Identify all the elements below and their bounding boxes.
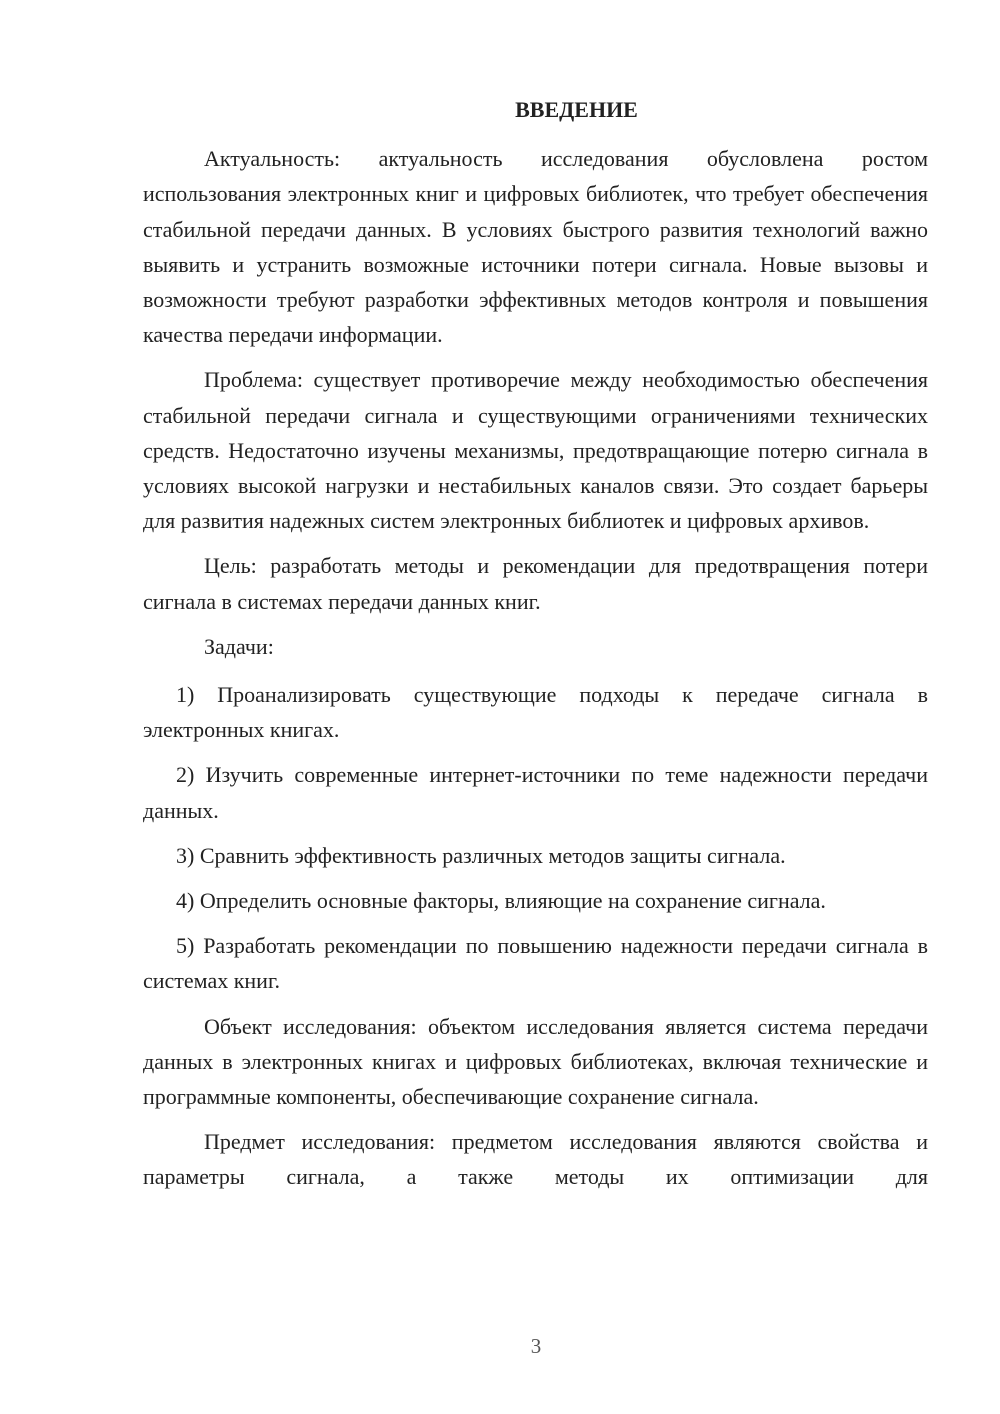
document-page bbox=[143, 92, 928, 1205]
goal-paragraph: Цель: разработать методы и рекомендации для предотвращения потери сигнала в системах передачи данных книг. bbox=[143, 553, 928, 614]
task-item: 5) Разработать рекомендации по повышению надежности передачи сигнала в системах книг. bbox=[143, 933, 928, 994]
tasks-label: Задачи: bbox=[204, 633, 274, 659]
object-paragraph: Объект исследования: объектом исследования является система передачи данных в электронных книгах и цифровых библиотеках, включая технические и программные компоненты, обеспечивающие сохранение сигнала. bbox=[143, 1013, 928, 1110]
section-heading: ВВЕДЕНИЕ bbox=[515, 97, 638, 122]
task-item: 1) Проанализировать существующие подходы к передаче сигнала в электронных книгах. bbox=[143, 682, 928, 743]
task-item: 4) Определить основные факторы, влияющие на сохранение сигнала. bbox=[176, 888, 826, 914]
page-number: 3 bbox=[530, 1334, 542, 1358]
relevance-paragraph: Актуальность: актуальность исследования обусловлена ростом использования электронных книг и цифровых библиотек, что требует обеспечения стабильной передачи данных. В условиях быстрого развития технологий важно выявить и устранить возможные источники потери сигнала. Новые вызовы и возможности требуют разработки эффективных методов контроля и повышения качества передачи информации. bbox=[143, 146, 928, 348]
problem-paragraph: Проблема: существует противоречие между необходимостью обеспечения стабильной передачи сигнала и существующими ограничениями технических средств. Недостаточно изучены механизмы, предотвращающие потерю сигнала в условиях высокой нагрузки и нестабильных каналов связи. Это создает барьеры для развития надежных систем электронных библиотек и цифровых архивов. bbox=[143, 367, 928, 534]
task-item: 3) Сравнить эффективность различных методов защиты сигнала. bbox=[176, 842, 786, 868]
task-item: 2) Изучить современные интернет-источники по теме надежности передачи данных. bbox=[143, 762, 928, 823]
subject-paragraph: Предмет исследования: предметом исследования являются свойства и параметры сигнала, а также методы их оптимизации для bbox=[143, 1129, 928, 1190]
